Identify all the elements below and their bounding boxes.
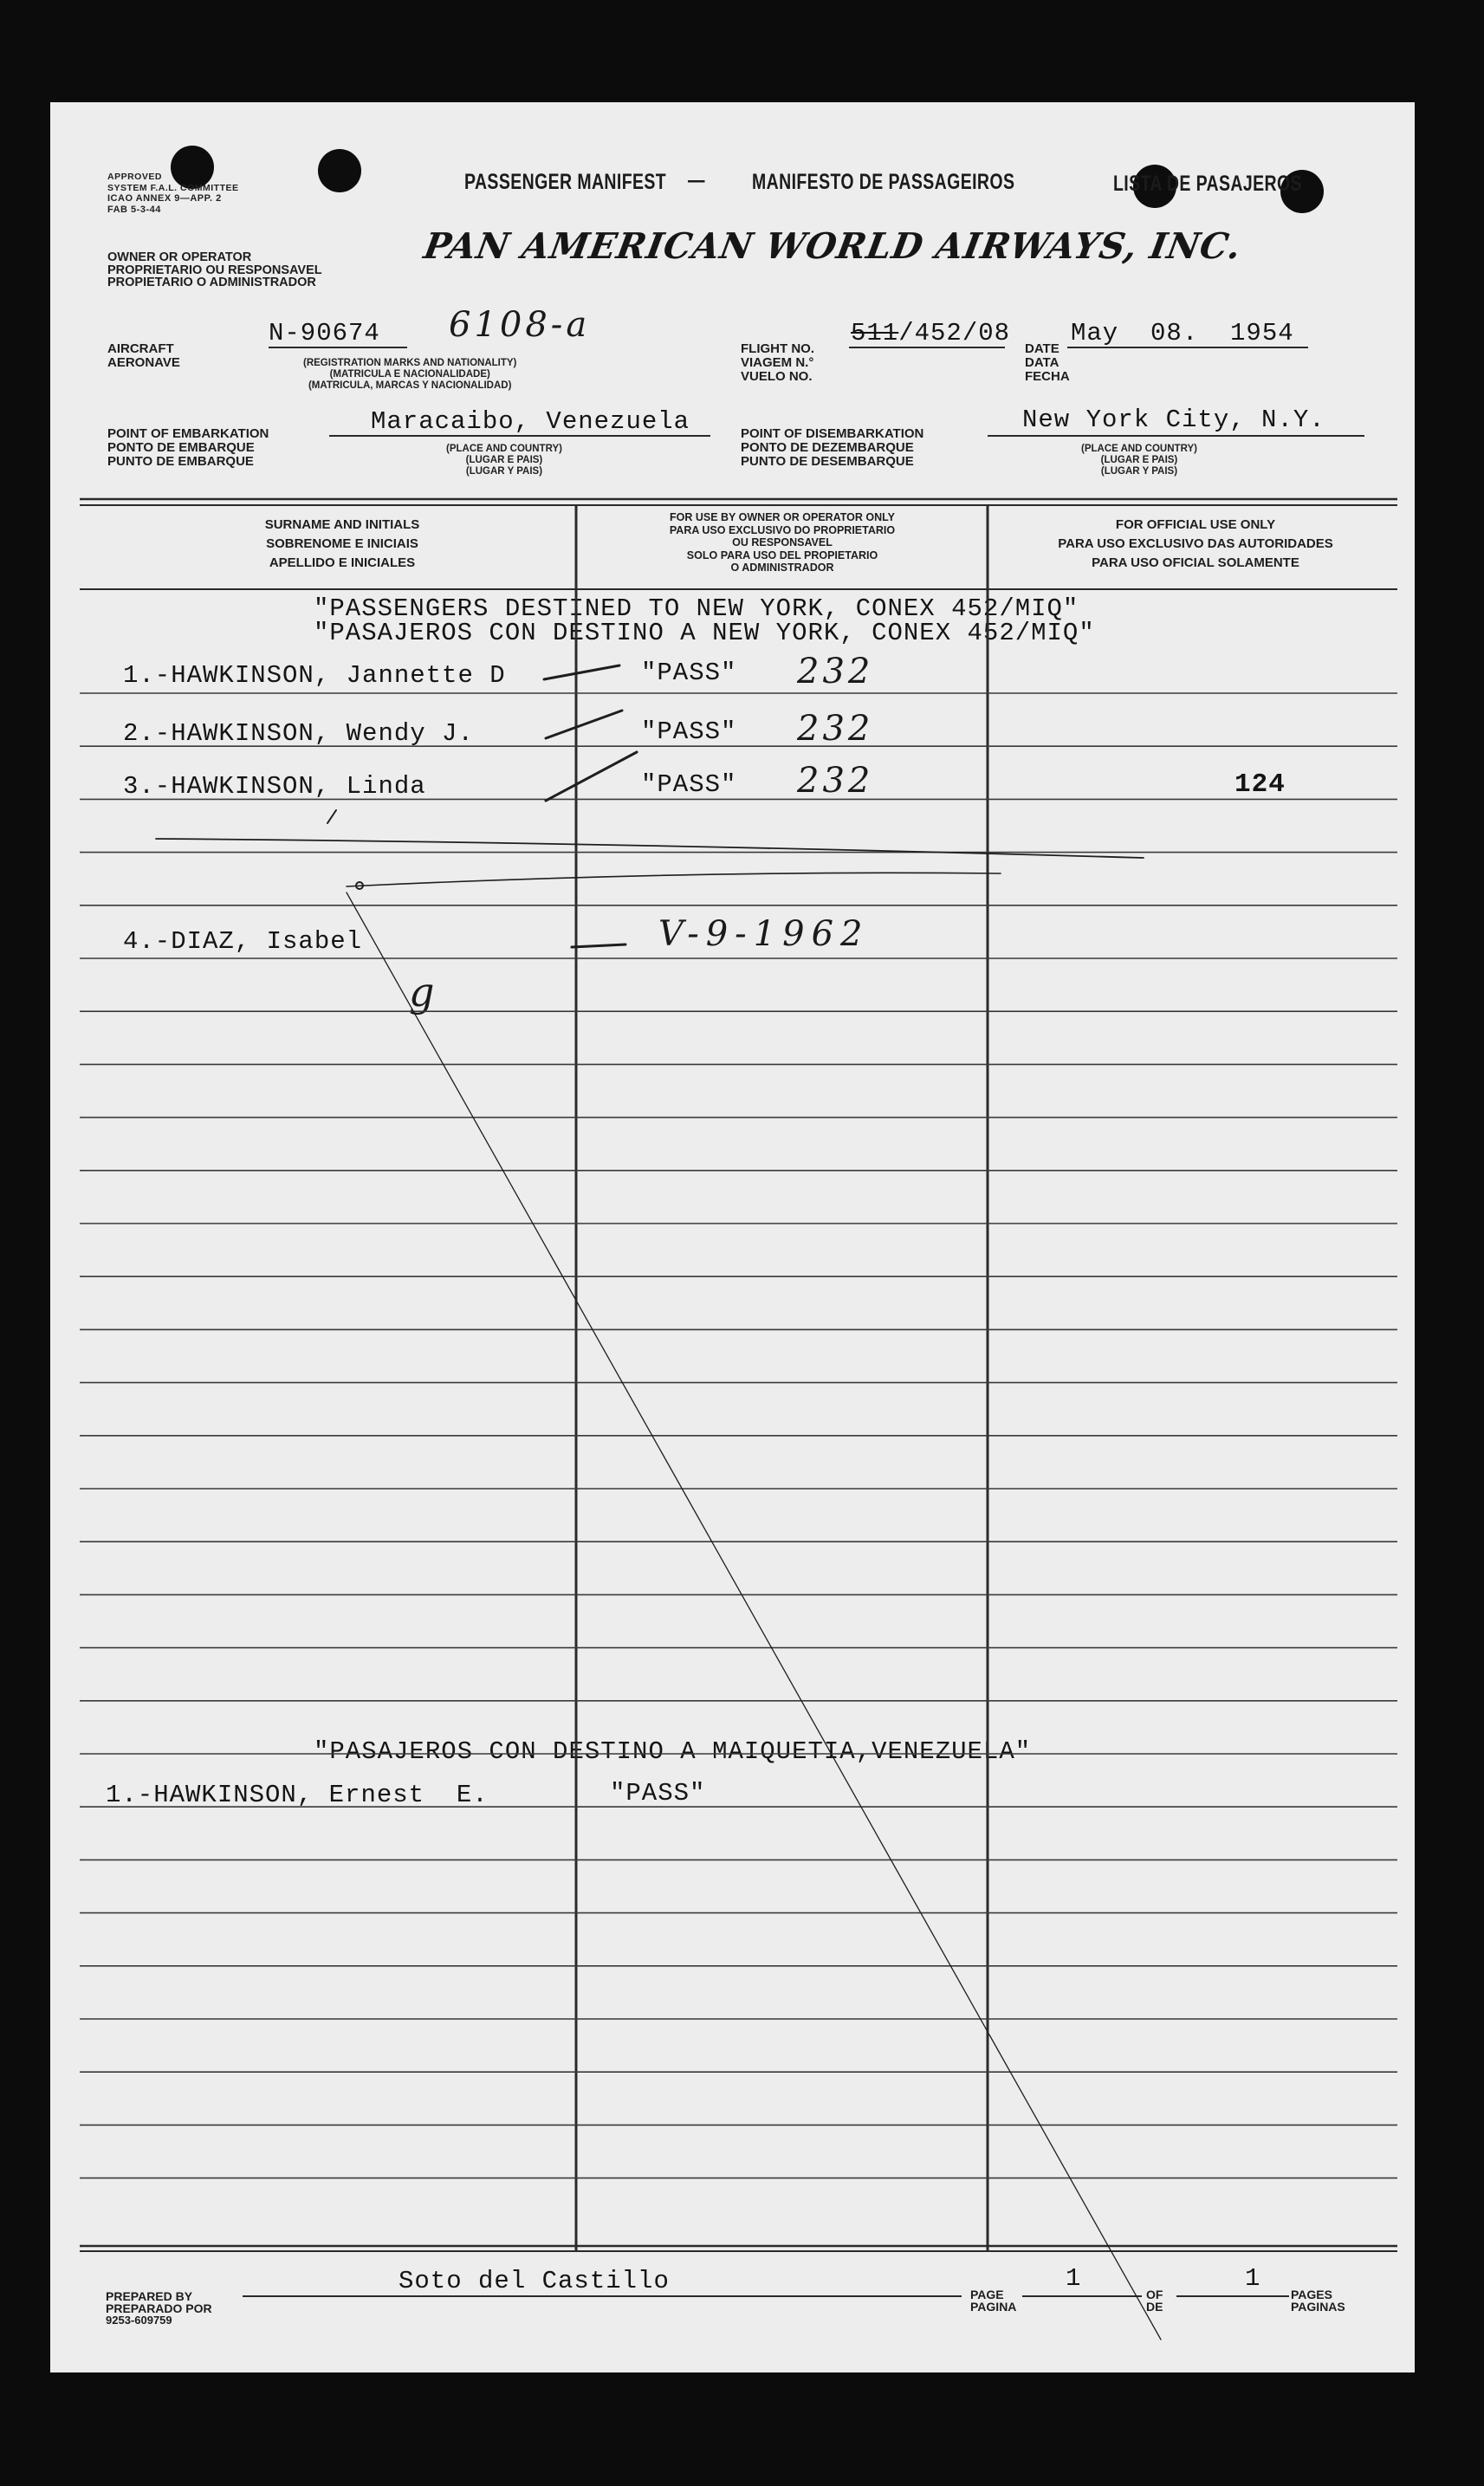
date-value: May 08. 1954	[1071, 319, 1294, 347]
passenger-3-status: "PASS"	[641, 770, 737, 799]
page-label: PAGE PAGINA	[970, 2288, 1017, 2314]
passenger-3-official: 124	[1235, 769, 1286, 800]
column-header-official: FOR OFFICIAL USE ONLY PARA USO EXCLUSIVO DAS AUTORIDADES PARA USO OFICIAL SOLAMENTE	[1058, 517, 1333, 570]
section1-heading-en: "PASSENGERS DESTINED TO NEW YORK, CONEX 452/MIQ"	[314, 594, 1079, 623]
title-es: LISTA DE PASAJEROS	[1113, 172, 1302, 196]
title-en: PASSENGER MANIFEST	[464, 170, 667, 194]
diagonal-cancel-line	[347, 892, 1161, 2340]
passenger-3-name: 3.-HAWKINSON, Linda	[123, 772, 426, 801]
passenger-2-name: 2.-HAWKINSON, Wendy J.	[123, 719, 474, 748]
pages-label: PAGES PAGINAS	[1291, 2288, 1345, 2314]
passenger-1-status: "PASS"	[641, 659, 737, 687]
disembarkation-note: (PLACE AND COUNTRY) (LUGAR E PAIS) (LUGAR Y PAIS)	[1081, 444, 1197, 477]
passenger-4-name: 4.-DIAZ, Isabel	[123, 927, 363, 956]
check-stroke-3	[546, 752, 637, 801]
airline-name: PAN AMERICAN WORLD AIRWAYS, INC.	[420, 225, 1245, 267]
dash-stroke-4	[572, 944, 625, 947]
date-label: DATE DATA FECHA	[1025, 341, 1070, 384]
passenger-4-handwritten: V-9-1962	[658, 914, 870, 954]
crossing-line-2	[347, 873, 1001, 886]
aircraft-label: AIRCRAFT AERONAVE	[107, 341, 180, 370]
embarkation-value: Maracaibo, Venezuela	[371, 407, 690, 436]
passenger-2-status: "PASS"	[641, 717, 737, 746]
flight-number-value: /452/08	[898, 319, 1011, 347]
flight-struck-number: 511	[851, 319, 899, 347]
passenger-3-handwritten: 232	[797, 761, 874, 801]
aircraft-registration: N-90674	[269, 319, 380, 347]
embarkation-label: POINT OF EMBARKATION PONTO DE EMBARQUE PUNTO DE EMBARQUE	[107, 426, 269, 469]
flight-label: FLIGHT NO. VIAGEM N.° VUELO NO.	[741, 341, 814, 384]
section2-heading: "PASAJEROS CON DESTINO A MAIQUETIA,VENEZUELA"	[314, 1737, 1032, 1766]
row-lines	[80, 693, 1397, 2178]
passenger-1-name: 1.-HAWKINSON, Jannette D	[123, 661, 506, 690]
title-separator: —	[688, 168, 705, 192]
owner-label: OWNER OR OPERATOR PROPRIETARIO OU RESPONSAVEL PROPIETARIO O ADMINISTRADOR	[107, 250, 322, 289]
disembarkation-label: POINT OF DISEMBARKATION PONTO DE DEZEMBARQUE PUNTO DE DESEMBARQUE	[741, 426, 924, 469]
column-header-name: SURNAME AND INITIALS SOBRENOME E INICIAIS APELLIDO E INICIALES	[264, 517, 420, 570]
crossing-line-1	[156, 839, 1144, 858]
check-stroke-2	[546, 711, 622, 738]
handwritten-strokes	[156, 665, 1161, 2340]
page-total: 1	[1245, 2264, 1261, 2293]
comma-stroke	[327, 810, 336, 823]
of-label: OF DE	[1146, 2288, 1163, 2314]
aircraft-handwritten-number: 6108-a	[449, 305, 591, 345]
aircraft-note: (REGISTRATION MARKS AND NATIONALITY) (MATRICULA E NACIONALIDADE) (MATRICULA, MARCAS Y NACIONALIDAD)	[303, 358, 517, 391]
section2-passenger-1-status: "PASS"	[610, 1779, 706, 1808]
embarkation-note: (PLACE AND COUNTRY) (LUGAR E PAIS) (LUGAR Y PAIS)	[446, 444, 562, 477]
margin-handwritten-mark: g	[409, 969, 438, 1016]
disembarkation-value: New York City, N.Y.	[1022, 406, 1325, 434]
section1-heading-es: "PASAJEROS CON DESTINO A NEW YORK, CONEX 452/MIQ"	[314, 619, 1095, 647]
approval-block: APPROVED SYSTEM F.A.L. COMMITTEE ICAO ANNEX 9—APP. 2 FAB 5-3-44	[107, 172, 239, 215]
page-number: 1	[1066, 2264, 1082, 2293]
prepared-by-value: Soto del Castillo	[399, 2267, 670, 2295]
column-header-operator: FOR USE BY OWNER OR OPERATOR ONLY PARA USO EXCLUSIVO DO PROPRIETARIO OU RESPONSAVEL SOLO PARA USO DEL PROPIETARIO O ADMINISTRADOR	[669, 511, 896, 574]
passenger-1-handwritten: 232	[797, 652, 874, 691]
prepared-by-label: PREPARED BY PREPARADO POR 9253-609759	[106, 2289, 212, 2327]
check-stroke-1	[544, 665, 619, 679]
passenger-2-handwritten: 232	[797, 709, 874, 749]
section2-passenger-1-name: 1.-HAWKINSON, Ernest E.	[106, 1781, 489, 1809]
title-pt: MANIFESTO DE PASSAGEIROS	[752, 170, 1015, 194]
